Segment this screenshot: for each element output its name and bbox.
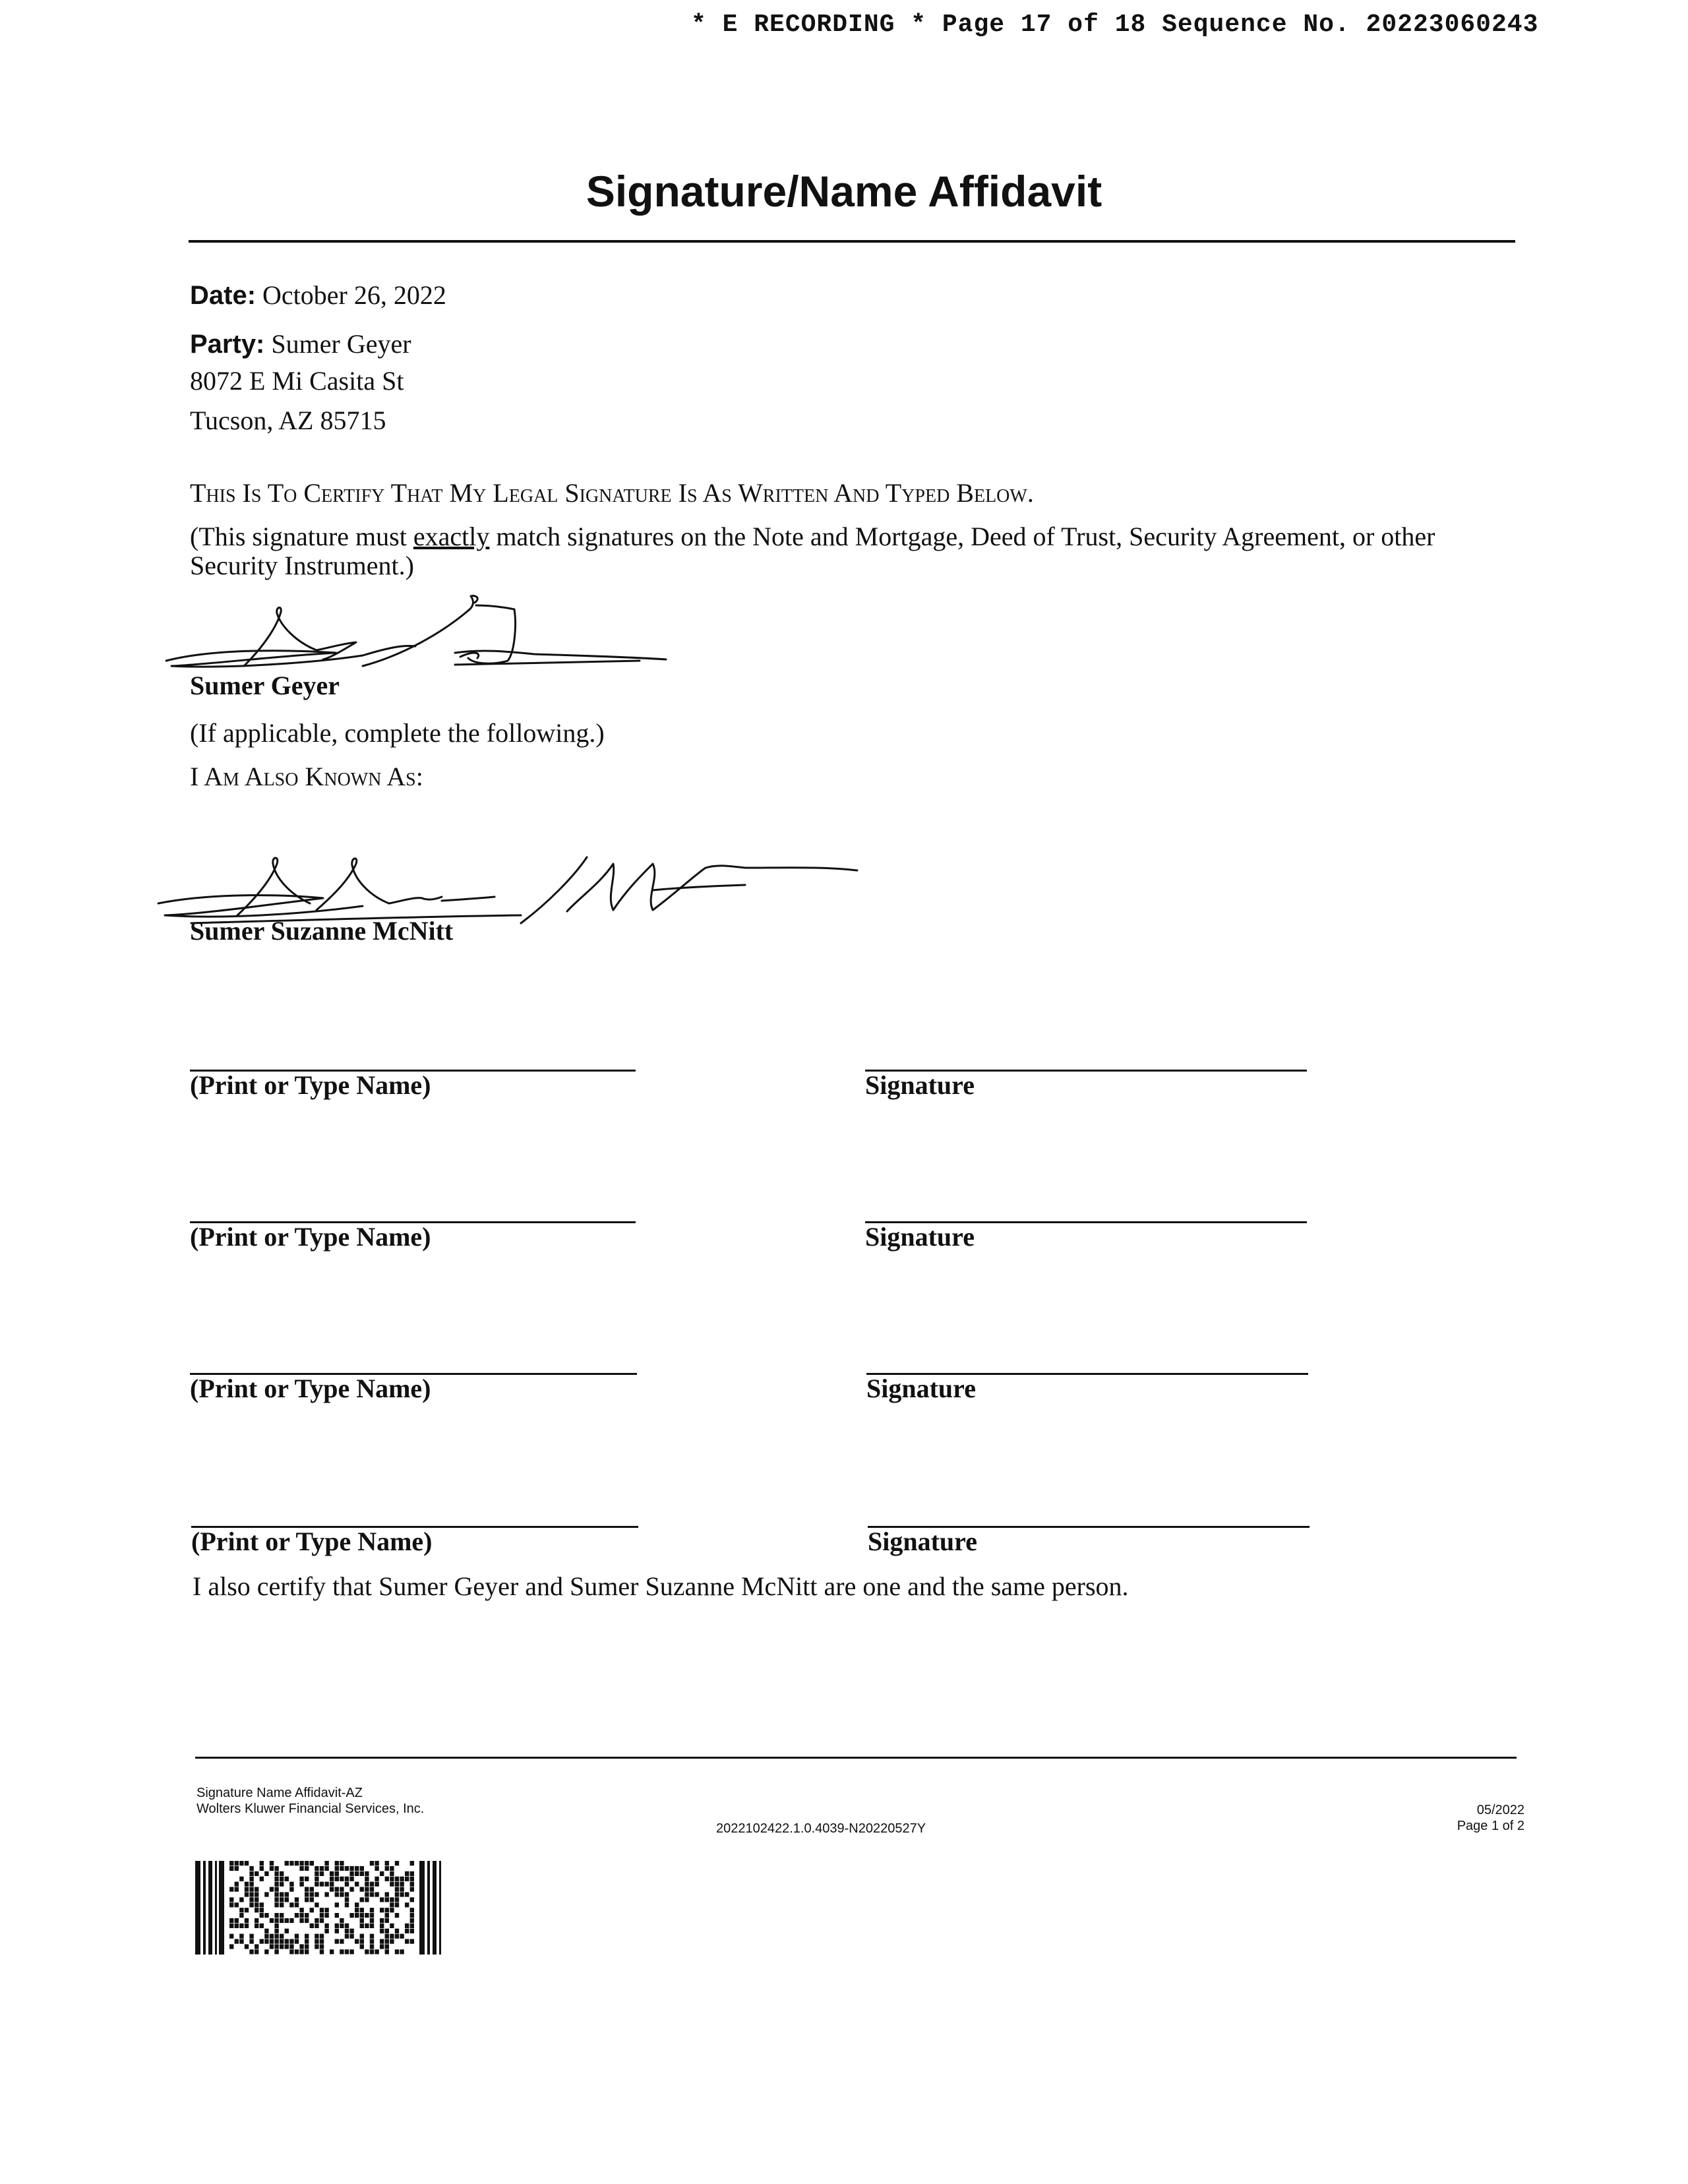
match-note-line2: Security Instrument.) <box>190 551 414 580</box>
print-name-label-2: (Print or Type Name) <box>190 1222 431 1252</box>
closing-statement: I also certify that Sumer Geyer and Sumer Suzanne McNitt are one and the same person. <box>193 1571 1129 1601</box>
party-row <box>190 328 411 360</box>
footer-form-date: 05/2022 <box>1476 1803 1524 1817</box>
recording-header: * E RECORDING * Page 17 of 18 Sequence No. 20223060243 <box>691 11 1539 39</box>
party-address-line2: Tucson, AZ 85715 <box>190 406 386 435</box>
footer-company: Wolters Kluwer Financial Services, Inc. <box>196 1802 425 1816</box>
print-name-label-4: (Print or Type Name) <box>191 1527 433 1556</box>
match-note-before: (This signature must <box>190 522 413 551</box>
signature-label-2: Signature <box>865 1222 975 1252</box>
footer-document-code: 2022102422.1.0.4039-N20220527Y <box>716 1821 926 1836</box>
date-value: October 26, 2022 <box>262 280 446 310</box>
if-applicable-note: (If applicable, complete the following.) <box>190 718 605 748</box>
footer-form-name: Signature Name Affidavit-AZ <box>196 1786 363 1800</box>
date-row <box>190 280 446 311</box>
signer-name: Sumer Geyer <box>190 671 340 700</box>
signature-label-4: Signature <box>868 1527 977 1556</box>
aka-name: Sumer Suzanne McNitt <box>190 916 454 946</box>
barcode-image <box>195 1861 444 1955</box>
match-note-after: match signatures on the Note and Mortgage, Deed of Trust, Security Agreement, or other <box>489 522 1435 551</box>
print-name-label-1: (Print or Type Name) <box>190 1070 431 1100</box>
signature-label-3: Signature <box>866 1374 976 1403</box>
footer-page-number: Page 1 of 2 <box>1457 1819 1524 1833</box>
title-rule <box>189 240 1515 243</box>
footer-rule <box>195 1757 1517 1759</box>
date-label: Date: <box>190 281 256 310</box>
signature-label-1: Signature <box>865 1070 975 1100</box>
party-name: Sumer Geyer <box>271 329 411 359</box>
match-note-emphasis: exactly <box>413 522 490 551</box>
party-address-line1: 8072 E Mi Casita St <box>190 366 404 396</box>
document-title: Signature/Name Affidavit <box>586 167 1102 216</box>
aka-label: I Am Also Known As: <box>190 762 423 791</box>
print-name-label-3: (Print or Type Name) <box>190 1374 431 1403</box>
match-note-line1 <box>190 521 1435 553</box>
party-label: Party: <box>190 330 265 359</box>
certify-statement: This Is To Certify That My Legal Signature Is As Written And Typed Below. <box>190 478 1034 508</box>
